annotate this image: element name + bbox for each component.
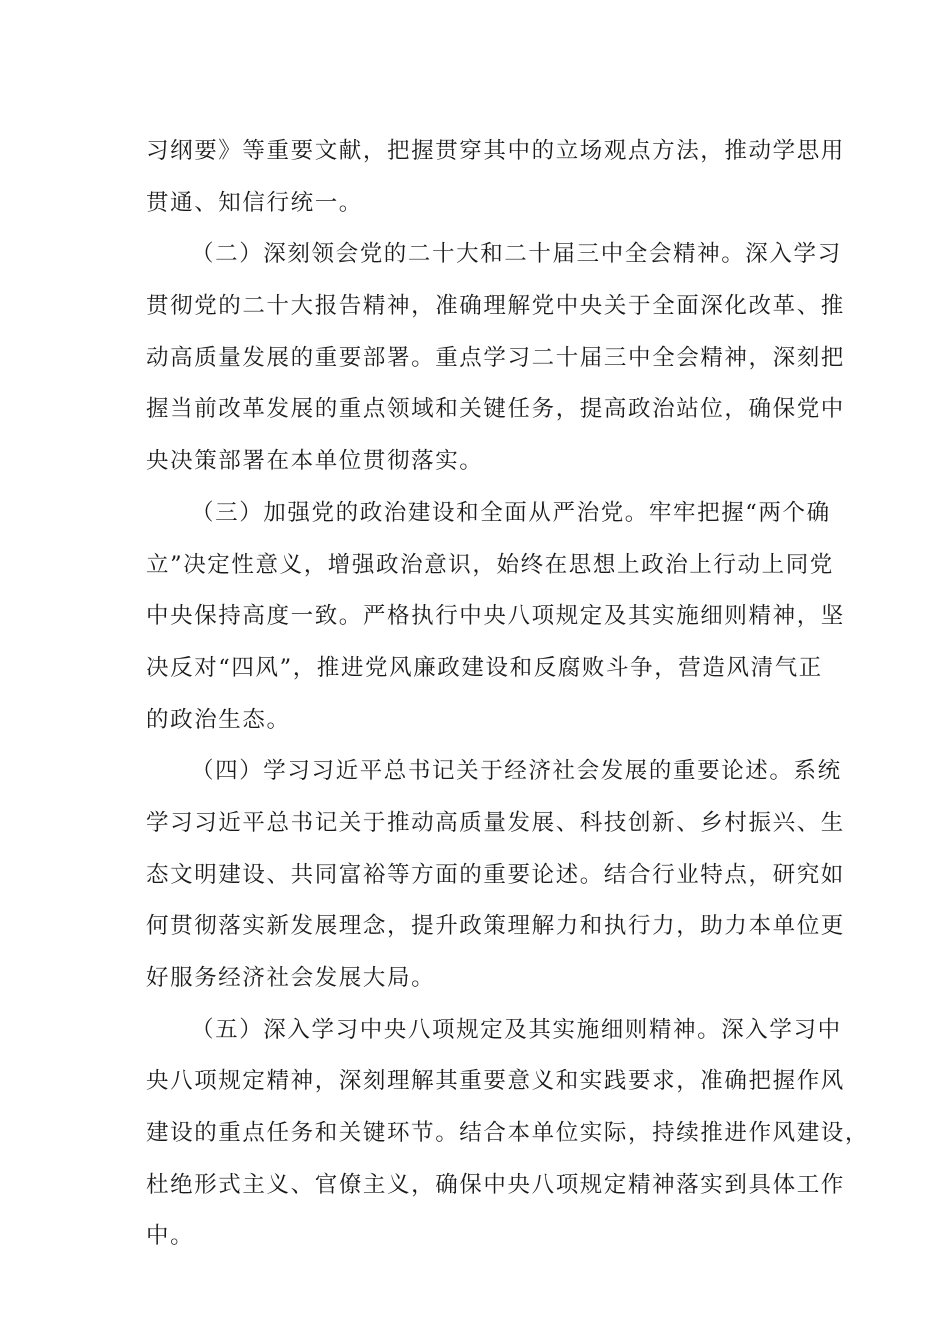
text-line: （二）深刻领会党的二十大和二十届三中全会精神。深入学习 xyxy=(191,241,842,268)
paragraph-section-5 xyxy=(146,1005,870,1263)
text-line: 态文明建设、共同富裕等方面的重要论述。结合行业特点，研究如 xyxy=(146,861,845,888)
text-line: 学习习近平总书记关于推动高质量发展、科技创新、乡村振兴、生 xyxy=(146,809,845,836)
text-line: 动高质量发展的重要部署。重点学习二十届三中全会精神，深刻把 xyxy=(146,344,845,371)
text-line: 决反对“四风”，推进党风廉政建设和反腐败斗争，营造风清气正 xyxy=(146,654,823,681)
paragraph-section-3 xyxy=(146,488,845,746)
paragraph-section-4 xyxy=(146,746,845,1004)
text-line: 何贯彻落实新发展理念，提升政策理解力和执行力，助力本单位更 xyxy=(146,913,845,940)
text-line: （三）加强党的政治建设和全面从严治党。牢牢把握“两个确 xyxy=(191,499,831,526)
text-line: 握当前改革发展的重点领域和关键任务，提高政治站位，确保党中 xyxy=(146,396,845,423)
document-body xyxy=(146,126,870,1263)
text-line: （五）深入学习中央八项规定及其实施细则精神。深入学习中 xyxy=(191,1016,842,1043)
text-line: 央八项规定精神，深刻理解其重要意义和实践要求，准确把握作风 xyxy=(146,1068,845,1095)
text-line: 建设的重点任务和关键环节。结合本单位实际，持续推进作风建设， xyxy=(146,1120,870,1147)
paragraph-continuation xyxy=(146,126,845,229)
text-line: 中央保持高度一致。严格执行中央八项规定及其实施细则精神，坚 xyxy=(146,603,845,630)
paragraph-section-2 xyxy=(146,229,845,487)
text-line: 立”决定性意义，增强政治意识，始终在思想上政治上行动上同党 xyxy=(146,551,834,578)
text-line: 的政治生态。 xyxy=(146,706,291,733)
text-line: 贯通、知信行统一。 xyxy=(146,189,363,216)
text-line: 杜绝形式主义、官僚主义，确保中央八项规定精神落实到具体工作 xyxy=(146,1171,845,1198)
text-line: 好服务经济社会发展大局。 xyxy=(146,965,436,991)
text-line: 习纲要》等重要文献，把握贯穿其中的立场观点方法，推动学思用 xyxy=(146,138,845,164)
text-line: 贯彻党的二十大报告精神，准确理解党中央关于全面深化改革、推 xyxy=(146,293,845,320)
text-line: 央决策部署在本单位贯彻落实。 xyxy=(146,448,484,475)
text-line: （四）学习习近平总书记关于经济社会发展的重要论述。系统 xyxy=(191,758,842,785)
text-line: 中。 xyxy=(146,1223,195,1250)
